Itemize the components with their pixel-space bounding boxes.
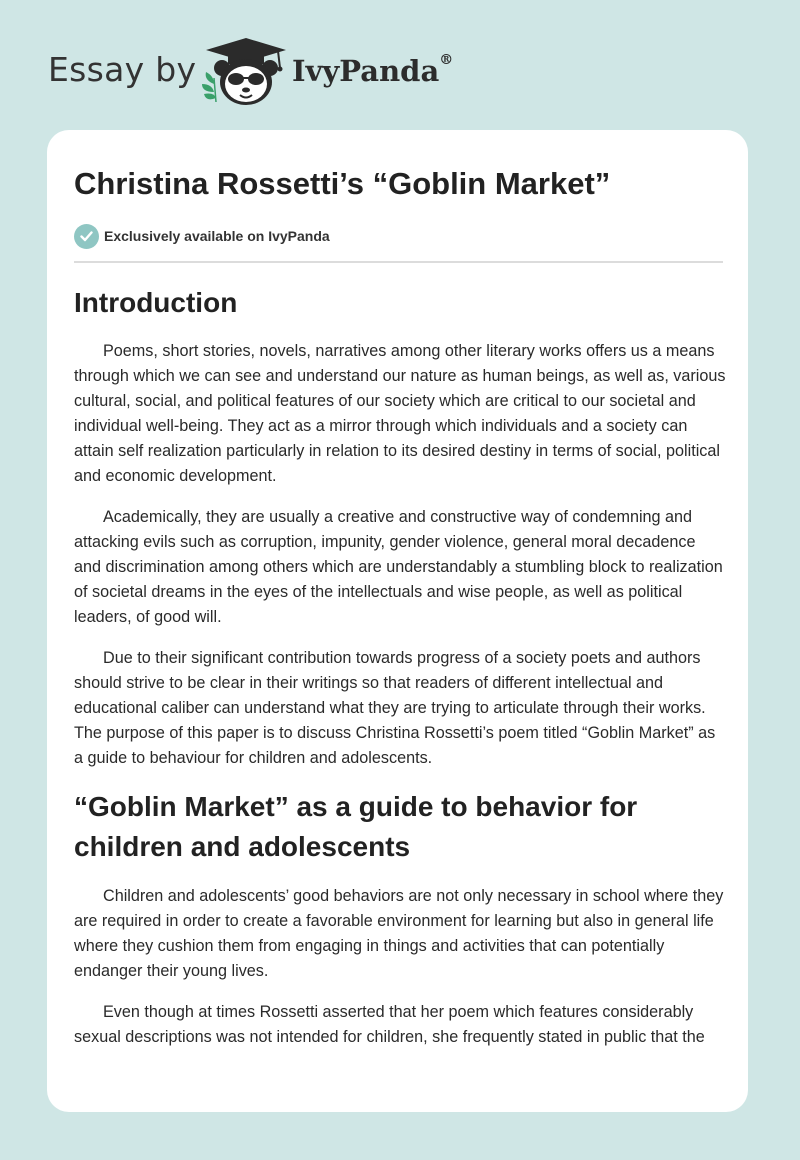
exclusive-badge bbox=[74, 222, 722, 250]
paragraph: Academically, they are usually a creative and constructive way of condemning and attacking evils such as corruption, impunity, gender violence, general moral decadence and discrimination among others which are understandably a stumbling block to realization of societal dreams in the eyes of the intellectuals and wise people, as well as political leaders, of good will. bbox=[74, 508, 723, 626]
section-heading-goblin-market: “Goblin Market” as a guide to behavior for children and adolescents bbox=[74, 791, 638, 862]
brand-name[interactable] bbox=[292, 54, 453, 88]
section-heading-introduction: Introduction bbox=[74, 287, 238, 318]
check-circle-icon bbox=[74, 224, 99, 249]
divider bbox=[74, 261, 723, 263]
site-header bbox=[0, 0, 800, 130]
panda-graduate-logo-icon[interactable] bbox=[200, 36, 292, 108]
registered-mark: ® bbox=[439, 52, 454, 68]
paragraph: Due to their significant contribution towards progress of a society poets and authors should strive to be clear in their writings so that readers of different intellectual and educational caliber can understand what they are trying to articulate through their works. The purpose of this paper is to discuss Christina Rossetti’s poem titled “Goblin Market” as a guide to behaviour for children and adolescents. bbox=[74, 649, 716, 767]
essay-by-label: Essay by bbox=[48, 50, 197, 89]
brand-text: IvyPanda bbox=[292, 54, 440, 88]
essay-title: Christina Rossetti’s “Goblin Market” bbox=[74, 166, 611, 201]
essay-card bbox=[47, 130, 748, 1112]
paragraph: Children and adolescents’ good behaviors are not only necessary in school where they are required in order to create a favorable environment for learning but also in general life where they cushion them from engaging in things and activities that can potentially endanger their young lives. bbox=[74, 887, 724, 980]
paragraph: Poems, short stories, novels, narratives among other literary works offers us a means through which we can see and understand our nature as human beings, as well as, various cultural, social, and political features of our society which are critical to our societal and individual well-being. They act as a mirror through which individuals and a society can attain self realization particularly in relation to its desired destiny in terms of social, political and economic development. bbox=[74, 342, 726, 485]
paragraph: Even though at times Rossetti asserted that her poem which features considerably sexual descriptions was not intended for children, she frequently stated in public that the bbox=[74, 1003, 705, 1046]
exclusive-badge-label: Exclusively available on IvyPanda bbox=[104, 228, 330, 244]
